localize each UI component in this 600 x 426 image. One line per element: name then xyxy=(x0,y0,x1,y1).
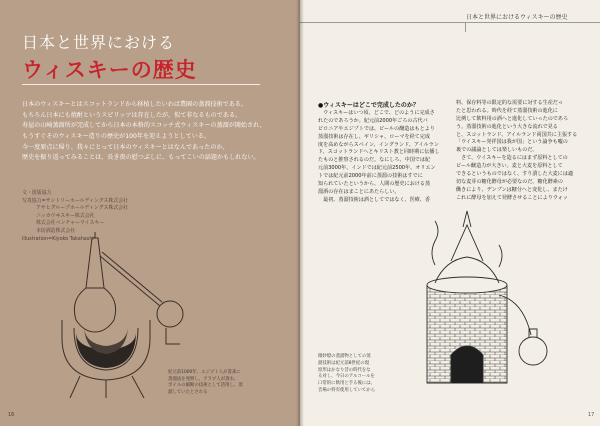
credit-line: illustration=Kiyoko Takahashi xyxy=(22,235,94,242)
credit-line: 株式会社ベンチャーウイスキー xyxy=(36,220,105,227)
body-line: たと思われる。時代を経て蒸溜技術の進化に xyxy=(456,107,558,114)
body-line: これに酵母を加えて発酵させることによりウォッ xyxy=(456,194,568,201)
intro-line: 今一度原点に帰り、我々にとって日本のウィスキーとはなんであったのか、 xyxy=(22,143,229,151)
body-line: ビール醸造力が大きい。麦と大麦を原料として xyxy=(456,163,563,170)
caption-line: ボイルの細断の技術として活用し、蒸 xyxy=(168,383,243,389)
still-illustration xyxy=(395,205,555,395)
left-caption xyxy=(168,370,248,396)
body-line: トでは紀元前2000年前に蒸溜の技術はすでに xyxy=(318,173,423,180)
right-caption xyxy=(318,354,403,395)
body-column-1 xyxy=(318,100,446,205)
book-gutter xyxy=(296,0,304,426)
body-line: ビロニアやエジプトでは、ビールの醸造はもとより xyxy=(318,125,435,132)
caption-line: 原形はかなり昔の時代をな xyxy=(318,367,371,373)
body-line: できるというものではなく、すり潰した大麦には適 xyxy=(456,171,574,178)
body-line: 知られていたというから、人間の歴史における蒸 xyxy=(318,181,431,188)
title-line1: 日本と世界における xyxy=(22,33,176,52)
body-line: と、スコットランド、アイルランド両国共に主張する xyxy=(456,131,578,138)
intro-text xyxy=(22,100,278,164)
body-line: さて、ウイスキーを造るにはまず原料としての xyxy=(456,155,568,162)
caption-line: 溜技術は紀元前8世紀の現 xyxy=(318,360,370,366)
body-line: 溜酒の存在はまことにあたらしい。 xyxy=(318,188,400,195)
body-line: 元前3000年、インドでは紀元前2500年、オリエン xyxy=(318,165,436,172)
body-line: 比例して飲料用の酒へと進化していったのであろ xyxy=(456,115,569,122)
page-number-right: 17 xyxy=(588,412,595,418)
title-line2: ウィスキーの歴史 xyxy=(22,57,197,82)
intro-line: 寿屋の山崎蒸溜所が完成してから日本の本格的スコッチ式ウィスキーの蒸溜が開始され、 xyxy=(22,122,266,130)
body-line: ド、スコットランドへとキリスト教と同時期に伝播し xyxy=(318,149,440,156)
intro-line: もうすぐそのウィスキー造りの歴史が100年を迎えようとしている。 xyxy=(22,132,210,140)
body-line: れたのであろうか。紀元前2000年ごろの古代バ xyxy=(318,117,428,124)
caption-line: 蒸溜法を発明し、アラブ人が蒸水、 xyxy=(168,376,239,382)
body-line: 「ウイスキー発祥国は我が国」という論争も嘘の xyxy=(456,139,568,146)
credit-line: 写真協力=サントリーホールディングス株式会社 xyxy=(22,197,128,204)
caption-line: 紀元前1000年、エジプト人が書斎に xyxy=(168,370,241,375)
body-line: 最初、蒸溜技術は酒としてではなく、医療、香 xyxy=(318,196,430,203)
right-page xyxy=(300,0,600,426)
credit-line: 文・図版協力 xyxy=(22,190,52,196)
header-rule-tick xyxy=(465,22,466,32)
caption-line: 音場の特有使用していてから xyxy=(318,388,376,394)
section-heading: ●ウィスキーはどこで完成したのか？ xyxy=(318,102,419,109)
body-line: 度を高めながらスペイン、イングランド、アイルラン xyxy=(318,141,439,148)
body-line: 料、保存料等の限定的な需要に対する生産だっ xyxy=(456,100,563,106)
caption-line: 溜していたとされる xyxy=(168,389,208,395)
body-line: 裏での議論としては楽しいものだ。 xyxy=(456,147,538,154)
body-line: 蒸溜技術は存在し、ギリシャ、ローマを経て完成 xyxy=(318,133,430,140)
intro-line: 日本のウィスキーとはスコットランドから移植したいわば農園の蒸溜技術である。 xyxy=(22,101,247,108)
credit-line: アサヒグループホールディングス株式会社 xyxy=(36,205,128,212)
title-rule xyxy=(22,84,260,85)
body-column-2 xyxy=(456,100,584,203)
intro-line: 歴史を振り返ってみることは、長き夜の慰つぶしに、もってこいの話題かもしれない。 xyxy=(22,154,260,162)
intro-line: もちろん日本にも焼酎というスピリッツは存在したが、似て非なるものである。 xyxy=(22,111,242,119)
body-line: う。蒸溜技術の進化という大きな流れで見る xyxy=(456,123,558,130)
credit-line: ニッカウヰスキー株式会社 xyxy=(36,212,95,219)
credit-line: 本坊酒造株式会社 xyxy=(36,227,76,234)
running-head: 日本と世界におけるウィスキーの歴史 xyxy=(466,14,568,21)
caption-line: 口常的に飲用と手る後には、 xyxy=(318,381,376,387)
body-line: たものと推察されるのだ。なにしろ、中国では紀 xyxy=(318,157,431,164)
header-rule xyxy=(300,22,600,23)
page-number-left: 16 xyxy=(8,412,15,418)
body-line: 働きにより、デンプンは糖分へと変化し、またけ xyxy=(456,186,568,193)
caption-line: 微妙燈の蒸溜物としての蒸 xyxy=(318,354,371,359)
body-line: 切な麦芽の糖化酵母が必要なのだ。糖化酵素の xyxy=(456,178,563,185)
caption-line: る対し、今日のアルコールを xyxy=(318,374,375,380)
body-line: ウィスキーはいつ頃、どこで、どのように完成さ xyxy=(318,110,435,116)
